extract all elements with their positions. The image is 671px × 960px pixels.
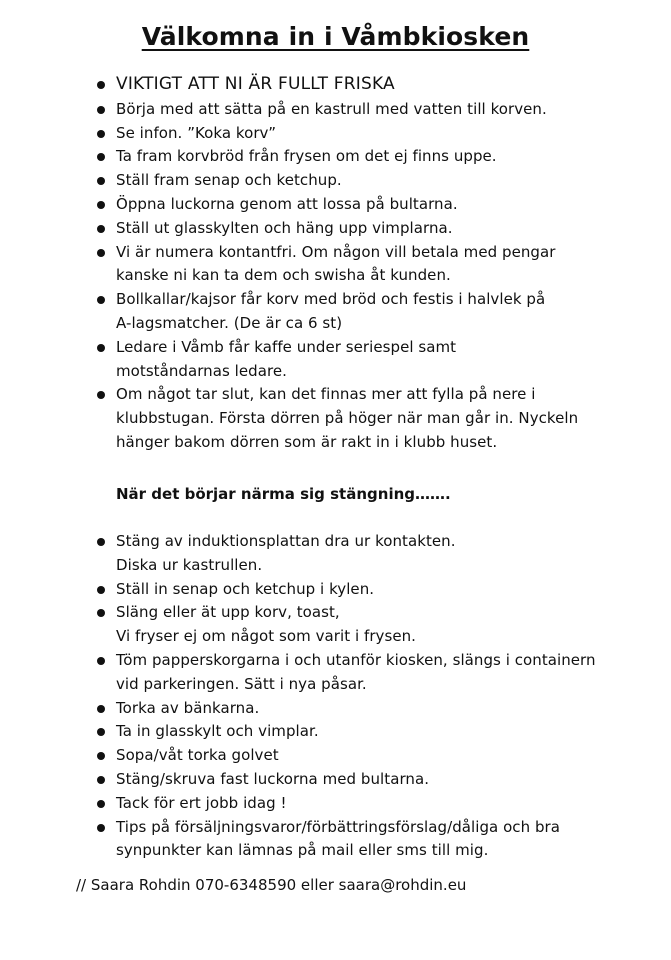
list-item-text: Vi fryser ej om något som varit i frysen. [116, 627, 416, 646]
bullet-icon [97, 609, 105, 617]
list-item-text: Öppna luckorna genom att lossa på bultarna. [116, 195, 458, 213]
list-item-text: Torka av bänkarna. [116, 698, 260, 717]
list-item-text: Tack för ert jobb idag ! [116, 793, 287, 812]
bullet-icon [97, 705, 105, 713]
page-title: Välkomna in i Våmbkiosken [141, 22, 530, 51]
bullet-icon [97, 177, 105, 185]
closing-subheading: När det börjar närma sig stängning……. [116, 485, 451, 503]
list-item-text: Diska ur kastrullen. [116, 555, 263, 574]
contact-footer: // Saara Rohdin 070-6348590 eller saara@rohdin.eu [76, 876, 467, 894]
list-item-text: Ställ fram senap och ketchup. [116, 171, 342, 190]
bullet-icon [97, 800, 105, 808]
bullet-icon [97, 249, 105, 257]
bullet-icon [97, 657, 105, 665]
bullet-icon [97, 728, 105, 736]
bullet-icon [97, 776, 105, 784]
list-item-text: Se infon. ”Koka korv” [116, 123, 277, 142]
list-item-text: Ta fram korvbröd från frysen om det ej finns uppe. [116, 147, 497, 166]
list-item-text: Ställ in senap och ketchup i kylen. [116, 579, 375, 598]
list-item-text: motståndarnas ledare. [116, 361, 287, 380]
list-item-text: vid parkeringen. Sätt i nya påsar. [116, 674, 367, 693]
list-item-text: synpunkter kan lämnas på mail eller sms till mig. [116, 841, 489, 860]
list-item-text: hänger bakom dörren som är rakt in i klubb huset. [116, 433, 498, 451]
list-item-text: Vi är numera kontantfri. Om någon vill betala med pengar [116, 242, 556, 261]
bullet-icon [97, 201, 105, 209]
list-item-text: VIKTIGT ATT NI ÄR FULLT FRISKA [116, 74, 395, 94]
list-item-text: Bollkallar/kajsor får korv med bröd och festis i halvlek på [116, 290, 546, 309]
bullet-icon [97, 296, 105, 304]
list-item-text: Börja med att sätta på en kastrull med vatten till korven. [116, 99, 547, 118]
list-item-text: Ledare i Våmb får kaffe under seriespel samt [116, 337, 457, 356]
list-item-text: kanske ni kan ta dem och swisha åt kunden. [116, 266, 451, 285]
bullet-icon [97, 81, 105, 89]
bullet-icon [97, 391, 105, 399]
list-item-text: Sopa/våt torka golvet [116, 746, 279, 765]
bullet-icon [97, 586, 105, 594]
bullet-icon [97, 344, 105, 352]
list-item-text: Ställ ut glasskylten och häng upp vimplarna. [116, 218, 453, 237]
list-item-text: Stäng av induktionsplattan dra ur kontakten. [116, 532, 456, 550]
list-item-text: Stäng/skruva fast luckorna med bultarna. [116, 770, 430, 788]
bullet-icon [97, 130, 105, 138]
bullet-icon [97, 106, 105, 114]
bullet-icon [97, 538, 105, 546]
list-item-text: Ta in glasskylt och vimplar. [116, 722, 319, 741]
bullet-icon [97, 824, 105, 832]
list-item-text: klubbstugan. Första dörren på höger när man går in. Nyckeln [116, 409, 579, 428]
bullet-icon [97, 752, 105, 760]
list-item-text: Släng eller ät upp korv, toast, [116, 603, 340, 622]
bullet-icon [97, 225, 105, 233]
list-item-text: Om något tar slut, kan det finnas mer att fylla på nere i [116, 385, 536, 404]
list-item-text: Töm papperskorgarna i och utanför kiosken, slängs i containern [116, 651, 596, 669]
bullet-icon [97, 153, 105, 161]
list-item-text: A-lagsmatcher. (De är ca 6 st) [116, 314, 343, 332]
list-item-text: Tips på försäljningsvaror/förbättringsförslag/dåliga och bra [116, 817, 561, 836]
